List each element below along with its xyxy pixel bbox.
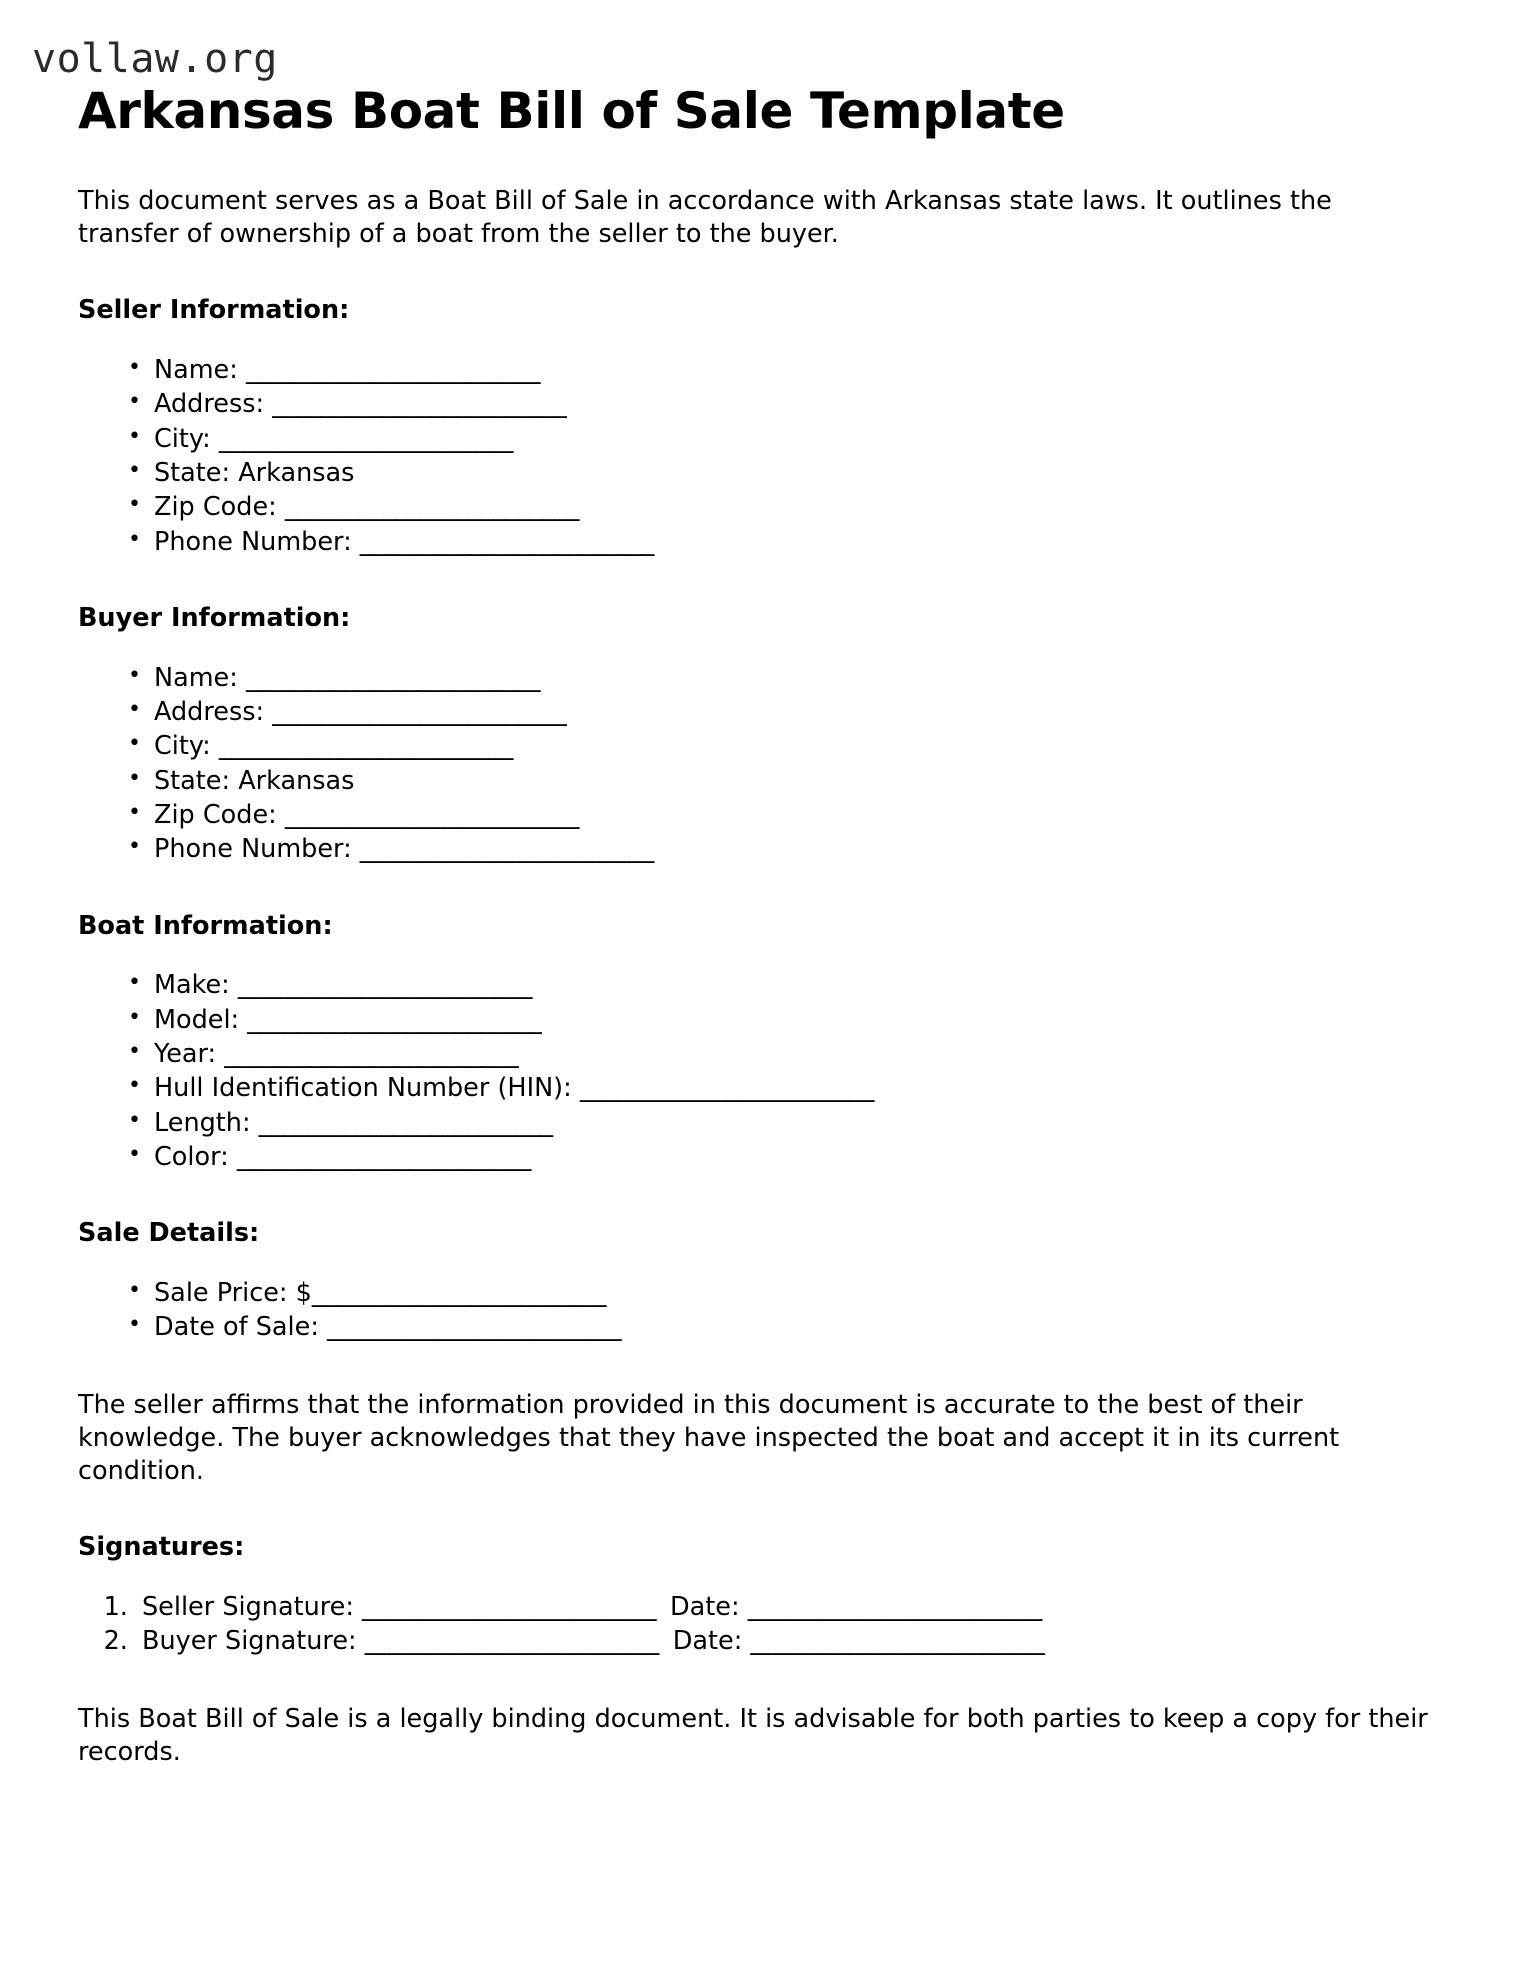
sale-details-field-list bbox=[78, 1276, 1433, 1345]
field-blank-line[interactable]: ________________________ bbox=[247, 1004, 542, 1035]
field-seller-name bbox=[154, 353, 1433, 387]
signature-date-label: Date: bbox=[672, 1626, 751, 1657]
field-label: Name: bbox=[154, 662, 246, 693]
signature-row-buyer bbox=[136, 1624, 1433, 1658]
field-seller-phone bbox=[154, 525, 1433, 559]
field-boat-color bbox=[154, 1140, 1433, 1174]
field-boat-make bbox=[154, 968, 1433, 1002]
section-heading-seller: Seller Information: bbox=[78, 295, 350, 326]
field-label: Zip Code: bbox=[154, 800, 285, 830]
field-label: Name: bbox=[154, 355, 246, 386]
field-blank-line[interactable]: ________________________ bbox=[311, 1278, 606, 1309]
field-blank-line[interactable]: ________________________ bbox=[359, 526, 654, 557]
field-blank-line[interactable]: ________________________ bbox=[224, 1039, 519, 1070]
field-blank-line[interactable]: ________________________ bbox=[258, 1107, 553, 1138]
field-label: Date of Sale: bbox=[154, 1312, 328, 1343]
section-heading-signatures: Signatures: bbox=[78, 1532, 245, 1563]
signature-date-blank-line[interactable]: ________________________ bbox=[747, 1592, 1042, 1623]
field-seller-zip bbox=[154, 490, 1433, 524]
field-blank-line[interactable]: ________________________ bbox=[236, 1141, 531, 1172]
field-sale-price bbox=[154, 1276, 1433, 1310]
field-label: Zip Code: bbox=[154, 492, 285, 523]
buyer-field-list bbox=[78, 661, 1433, 867]
field-label: State: Arkansas bbox=[154, 458, 355, 489]
field-label: Make: bbox=[154, 970, 238, 1001]
field-label: Phone Number: bbox=[154, 834, 360, 865]
signature-blank-line[interactable]: ________________________ bbox=[362, 1592, 657, 1623]
field-blank-line[interactable]: ________________________ bbox=[579, 1073, 874, 1104]
closing-paragraph: This Boat Bill of Sale is a legally binding document. It is advisable for both parties to keep a copy for their records. bbox=[78, 1703, 1428, 1767]
field-label: Hull Identification Number (HIN): bbox=[154, 1073, 580, 1104]
field-boat-hin bbox=[154, 1071, 1433, 1105]
field-seller-city bbox=[154, 422, 1433, 456]
boat-field-list bbox=[78, 968, 1433, 1174]
field-boat-model bbox=[154, 1003, 1433, 1037]
field-buyer-zip bbox=[154, 798, 1433, 832]
field-blank-line[interactable]: ________________________ bbox=[218, 731, 513, 762]
signature-row-seller bbox=[136, 1590, 1433, 1624]
field-date-of-sale bbox=[154, 1310, 1433, 1344]
signature-label: Buyer Signature: bbox=[142, 1626, 365, 1657]
field-label: City: bbox=[154, 423, 219, 454]
field-blank-line[interactable]: ________________________ bbox=[284, 800, 579, 830]
field-label: Length: bbox=[154, 1107, 259, 1138]
affirmation-paragraph: The seller affirms that the information provided in this document is accurate to the best of their knowledge. The buyer acknowledges that they have inspected the boat and accept it in its current condition. bbox=[78, 1389, 1340, 1486]
field-buyer-city bbox=[154, 729, 1433, 763]
field-blank-line[interactable]: ________________________ bbox=[245, 662, 540, 693]
field-label: Address: bbox=[154, 389, 273, 420]
section-heading-sale-details: Sale Details: bbox=[78, 1218, 260, 1249]
field-label: Sale Price: $ bbox=[154, 1278, 312, 1309]
signature-list bbox=[78, 1590, 1433, 1659]
field-blank-line[interactable]: ________________________ bbox=[272, 697, 567, 728]
field-buyer-address bbox=[154, 695, 1433, 729]
signature-label: Seller Signature: bbox=[142, 1592, 363, 1623]
field-blank-line[interactable]: ________________________ bbox=[359, 834, 654, 865]
field-label: City: bbox=[154, 731, 219, 762]
field-label: Model: bbox=[154, 1004, 248, 1035]
field-buyer-state bbox=[154, 764, 1433, 798]
signature-date-label: Date: bbox=[670, 1592, 748, 1623]
field-label: Phone Number: bbox=[154, 526, 360, 557]
intro-paragraph: This document serves as a Boat Bill of Sale in accordance with Arkansas state laws. It outlines the transfer of ownership of a boat from the seller to the buyer. bbox=[78, 186, 1332, 250]
field-blank-line[interactable]: ________________________ bbox=[218, 423, 513, 454]
section-heading-buyer: Buyer Information: bbox=[78, 602, 351, 633]
field-label: Color: bbox=[154, 1141, 237, 1172]
signature-blank-line[interactable]: ________________________ bbox=[364, 1626, 659, 1657]
field-label: State: Arkansas bbox=[154, 765, 355, 796]
field-label: Year: bbox=[154, 1039, 225, 1070]
field-buyer-name bbox=[154, 661, 1433, 695]
field-blank-line[interactable]: ________________________ bbox=[245, 355, 540, 386]
field-blank-line[interactable]: ________________________ bbox=[237, 970, 532, 1001]
seller-field-list bbox=[78, 353, 1433, 559]
field-seller-address bbox=[154, 387, 1433, 421]
field-blank-line[interactable]: ________________________ bbox=[327, 1312, 622, 1343]
field-buyer-phone bbox=[154, 832, 1433, 866]
field-blank-line[interactable]: ________________________ bbox=[272, 389, 567, 420]
field-boat-length bbox=[154, 1106, 1433, 1140]
field-seller-state bbox=[154, 456, 1433, 490]
field-label: Address: bbox=[154, 697, 273, 728]
field-boat-year bbox=[154, 1037, 1433, 1071]
field-blank-line[interactable]: ________________________ bbox=[284, 492, 579, 523]
signature-date-blank-line[interactable]: ________________________ bbox=[750, 1626, 1045, 1657]
document-content bbox=[78, 185, 1433, 1769]
section-heading-boat: Boat Information: bbox=[78, 910, 333, 941]
site-brand-logo: vollaw.org bbox=[32, 36, 278, 82]
page-title: Arkansas Boat Bill of Sale Template bbox=[78, 82, 1065, 140]
